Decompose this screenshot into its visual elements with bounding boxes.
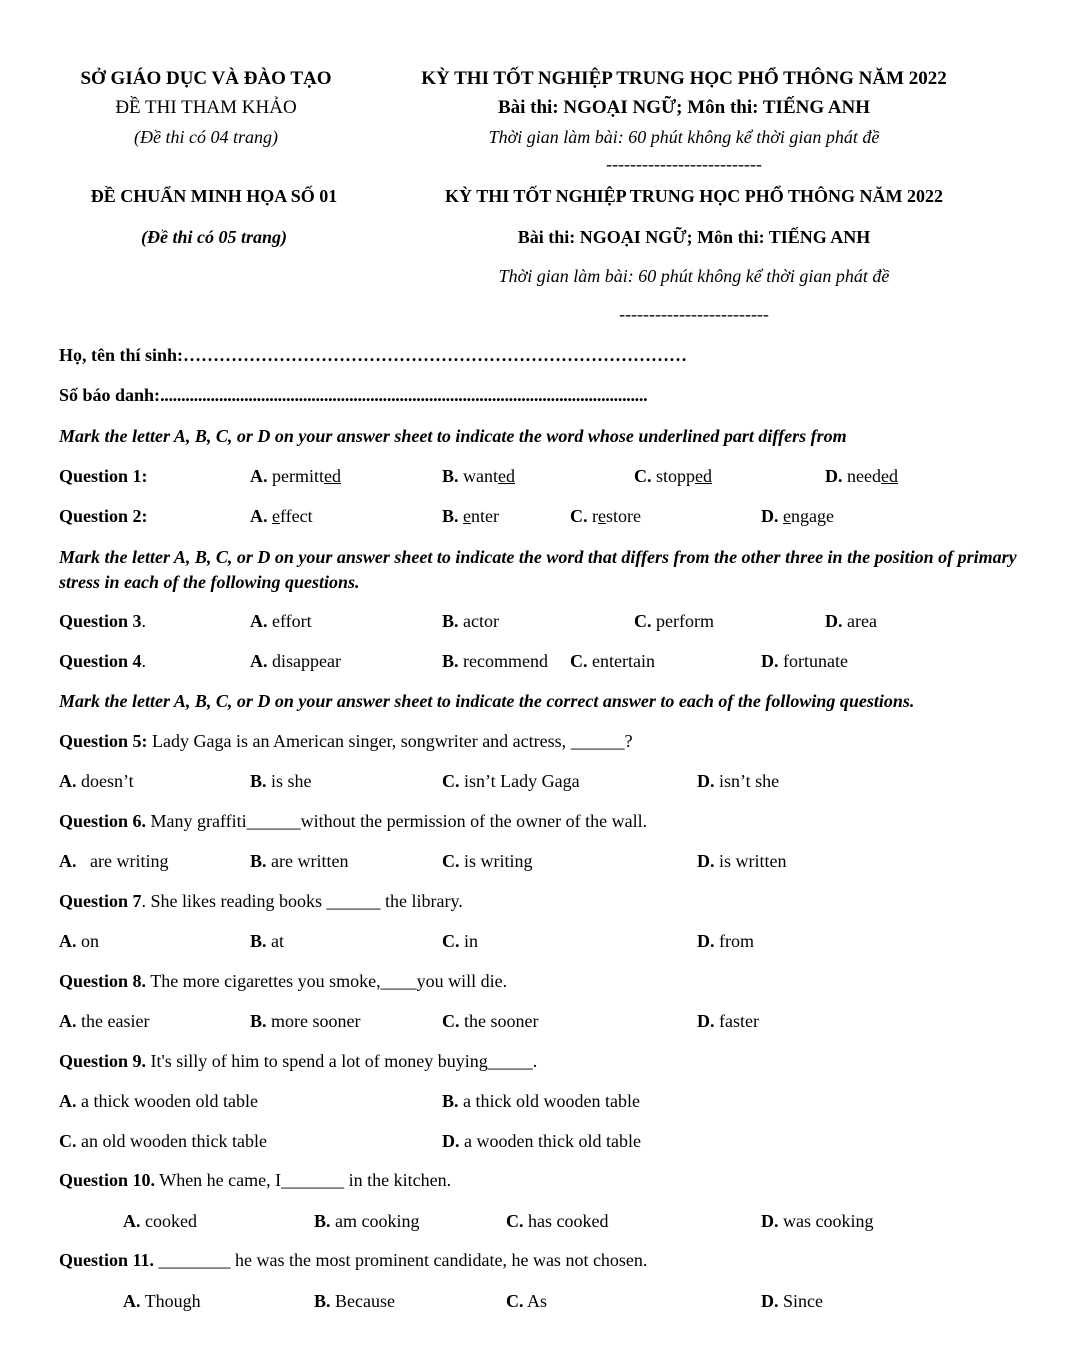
q3-option-d: D. area [825, 611, 877, 631]
q1-option-a: A. permitted [250, 466, 341, 486]
q10-stem: Question 10. When he came, I_______ in the kitchen. [59, 1170, 452, 1190]
exam-subject-2: Bài thi: NGOẠI NGỮ; Môn thi: TIẾNG ANH [517, 227, 871, 247]
q4-option-c: C. entertain [570, 651, 655, 671]
q9-option-d: D. a wooden thick old table [442, 1131, 641, 1151]
instruction-correct-answer: Mark the letter A, B, C, or D on your answer sheet to indicate the correct answer to each of the following questions. [59, 691, 915, 711]
instruction-stress: Mark the letter A, B, C, or D on your answer sheet to indicate the word that differs from the other three in the position of primary stress in each of the following questions. [59, 547, 1017, 592]
q6-option-d: D. is written [697, 851, 787, 871]
candidate-id-line [59, 385, 647, 406]
q8-option-b: B. more sooner [250, 1011, 361, 1031]
q2-option-b: B. enter [442, 506, 499, 526]
q9-option-a: A. a thick wooden old table [59, 1091, 258, 1111]
q7-option-c: C. in [442, 931, 479, 951]
q10-option-d: D. was cooking [761, 1211, 874, 1231]
page-count-note-2: (Đề thi có 05 trang) [141, 227, 287, 247]
q8-stem: Question 8. The more cigarettes you smoke,____you will die. [59, 971, 508, 991]
q4-label: Question 4. [59, 651, 147, 671]
q11-option-c: C. As [506, 1291, 548, 1311]
page-count-note: (Đề thi có 04 trang) [134, 127, 278, 147]
header-divider: -------------------------- [606, 154, 762, 174]
q7-option-a: A. on [59, 931, 99, 951]
candidate-name-label: Họ, tên thí sinh: [59, 345, 184, 365]
q10-option-b: B. am cooking [314, 1211, 420, 1231]
q4-option-d: D. fortunate [761, 651, 848, 671]
candidate-id-dots: .................................................................................................................... [160, 385, 648, 405]
q5-stem: Question 5: Lady Gaga is an American singer, songwriter and actress, ______? [59, 731, 633, 751]
q2-option-d: D. engage [761, 506, 834, 526]
q11-option-d: D. Since [761, 1291, 823, 1311]
q11-option-a: A. Though [123, 1291, 201, 1311]
exam-time: Thời gian làm bài: 60 phút không kể thời gian phát đề [488, 127, 880, 147]
q5-option-a: A. doesn’t [59, 771, 134, 791]
q1-option-b: B. wanted [442, 466, 516, 486]
q11-option-b: B. Because [314, 1291, 395, 1311]
q7-option-d: D. from [697, 931, 754, 951]
q6-option-c: C. is writing [442, 851, 533, 871]
exam-title: KỲ THI TỐT NGHIỆP TRUNG HỌC PHỔ THÔNG NĂM 2022 [421, 68, 947, 89]
q10-option-a: A. cooked [123, 1211, 197, 1231]
q8-option-d: D. faster [697, 1011, 759, 1031]
q5-option-b: B. is she [250, 771, 312, 791]
exam-time-2: Thời gian làm bài: 60 phút không kể thời gian phát đề [498, 266, 890, 286]
q3-option-a: A. effort [250, 611, 312, 631]
q3-option-c: C. perform [634, 611, 714, 631]
candidate-id-label: Số báo danh: [59, 385, 161, 405]
exam-type-label: ĐỀ THI THAM KHẢO [115, 97, 297, 118]
q6-option-a: A. are writing [59, 851, 169, 871]
q8-option-a: A. the easier [59, 1011, 150, 1031]
header-divider-2: ------------------------- [619, 304, 769, 324]
exam-title-2: KỲ THI TỐT NGHIỆP TRUNG HỌC PHỔ THÔNG NĂM 2022 [445, 186, 943, 206]
q1-option-c: C. stopped [634, 466, 713, 486]
department-title: SỞ GIÁO DỤC VÀ ĐÀO TẠO [80, 68, 332, 89]
candidate-name-dots: ………………………………………………………………………… [183, 345, 688, 365]
q2-option-c: C. restore [570, 506, 641, 526]
q4-option-b: B. recommend [442, 651, 548, 671]
q5-option-c: C. isn’t Lady Gaga [442, 771, 580, 791]
q3-option-b: B. actor [442, 611, 499, 631]
q1-option-d: D. needed [825, 466, 898, 486]
q11-stem: Question 11. ________ he was the most prominent candidate, he was not chosen. [59, 1250, 648, 1270]
q8-option-c: C. the sooner [442, 1011, 539, 1031]
q9-option-b: B. a thick old wooden table [442, 1091, 640, 1111]
q3-label: Question 3. [59, 611, 147, 631]
q9-option-c: C. an old wooden thick table [59, 1131, 267, 1151]
q7-stem: Question 7. She likes reading books ______ the library. [59, 891, 463, 911]
exam-subject: Bài thi: NGOẠI NGỮ; Môn thi: TIẾNG ANH [497, 97, 871, 118]
q6-option-b: B. are written [250, 851, 349, 871]
q10-option-c: C. has cooked [506, 1211, 609, 1231]
q6-stem: Question 6. Many graffiti______without the permission of the owner of the wall. [59, 811, 648, 831]
exam-type-label-2: ĐỀ CHUẨN MINH HỌA SỐ 01 [90, 186, 338, 206]
candidate-name-line [59, 345, 687, 366]
instruction-pronunciation: Mark the letter A, B, C, or D on your answer sheet to indicate the word whose underlined part differs from [59, 426, 847, 446]
q7-option-b: B. at [250, 931, 285, 951]
q1-label: Question 1: [59, 466, 148, 486]
q9-stem: Question 9. It's silly of him to spend a lot of money buying_____. [59, 1051, 538, 1071]
q2-label: Question 2: [59, 506, 148, 526]
q4-option-a: A. disappear [250, 651, 341, 671]
q2-option-a: A. effect [250, 506, 313, 526]
q5-option-d: D. isn’t she [697, 771, 780, 791]
